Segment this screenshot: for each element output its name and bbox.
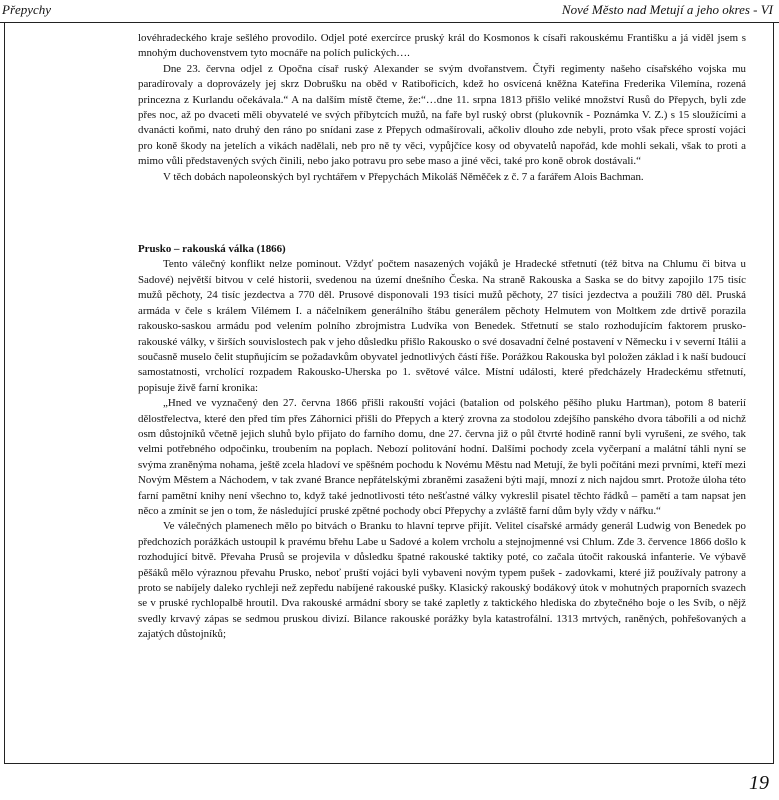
- header-right-title: Nové Město nad Metují a jeho okres - VI: [561, 2, 773, 17]
- section-heading: Prusko – rakouská válka (1866): [138, 243, 286, 256]
- page-body: [138, 31, 746, 643]
- body-paragraph: lovéhradeckého kraje sešlého provodilo. Odjel poté exercírce pruský král do Kosmonos k císaři rakouskému Františku a já viděl jsem s mnohým duchovenstvem tyto mocnáře na polích pulických….: [138, 32, 746, 60]
- running-header: [0, 0, 779, 22]
- page-number: 19: [749, 772, 769, 794]
- body-paragraph: Ve válečných plamenech mělo po bitvách o Branku to hlavní teprve přijít. Velitel císařské armády generál Ludwig von Benedek po předchozích porážkách ustoupil k pravému břehu Labe u Sadové a kolem vrcholu a stejnojmenné vsi Chlum. Zde 3. července 1866 došlo k rozhodující bitvě. Převaha Prusů se projevila v důsledku špatné rakouské taktiky poté, co začala útočit rakouská infanterie. Ve výbavě pěšáků mělo výraznou převahu Prusko, neboť pruští vojáci byli vybaveni novým typem pušek - zadovkami, které již používaly patrony a proto se nabíjely daleko rychleji než zepředu nabíjené rakouské pušky. Klasický rakouský bodákový útok v mohutných praporních svazech se v pruské rychlopalbě hroutil. Dva rakouské armádní sbory se také zapletly z taktického hlediska do zbytečného boje o les Svíb, o nějž svedly krvavý zápas se sedmou pruskou divizí. Bilance rakouské porážky byla katastrofální. 1313 mrtvých, raněných, pohřešovaných a zajatých důstojníků;: [138, 520, 746, 641]
- body-paragraph: Dne 23. června odjel z Opočna císař ruský Alexander se svým dvořanstvem. Čtyři regimenty našeho císařského vojska mu paradírovaly a doprovázely jej skrz Dobrušku na oběd v Ratibořicích, kdež ho osvícená kněžna Kateřina Frederika Vilemína, rozená princezna z Kurlandu očekávala.“ A na dalším místě čteme, že:“…dne 11. srpna 1813 přišlo veliké množství Rusů do Přepych, byli zde přes noc, až po dvaceti měli obyvatelé ve svých příbytcích mužů, na faře byl ruský obrst (plukovník - Poznámka V. Z.) s 15 sloužícími a dvanácti koňmi, nato druhý den ráno po snídani zase z Přepych odmašírovali, ačkoliv dlouho zde nebyli, proto však přece sprostí vojáci pro koně škody na jetelích a vikách nadělali, neb pro ně ty věci, vypůjčíce kosy od obyvatelů napořád, kde mohli sekali, však to proti a mimo vůli představených svých činili, nebo jako potravu pro sebe maso a jiné věci, také pro koně obrok dostávali.“: [138, 62, 746, 168]
- quoted-paragraph: „Hned ve vyznačený den 27. června 1866 přišli rakouští vojáci (batalion od polského pěšího pluku Hartman), potom 8 baterií dělostřelectva, které den před tím přes Záhornici přišli do Přepych a který zrovna za stodolou zdejšího panského dvora tábořili a od nichž osm důstojníků včetně jejich sluhů bylo přijato do farního domu, dne 27. června již o půl čtvrté hodině ranní byli vyrušeni, ze svého, tak velmi potřebného odpočinku, troubením na poplach. Nebozí politování hodní. Dalšími pochody zcela vyčerpaní a malátní táhli nyní se svýma zraněnýma nohama, ještě zcela hladoví ve spěšném pochodu k Novému Městu nad Metují, že byli počítáni mezi prvními, kteří mezi Novým Městem a Náchodem, v tak zvané Brance nepřátelskými zbraněmi zasaženi býti mají, mnozí z nich najdou smrt. Protože úloha této farní pamětní knihy není všechno to, když také jednotlivosti této nešťastné války vykreslil pisatel těchto řádků – pamětí a tam napsat jen něco a zmínit se jen o tom, že následující pruské zpětné pochody obcí Přepychy a zvláště farní dům byly vždy v nářku.“: [138, 397, 746, 517]
- header-left-title: Přepychy: [2, 2, 52, 17]
- body-paragraph: Tento válečný konflikt nelze pominout. Vždyť počtem nasazených vojáků je Hradecké střetnutí (též bitva na Chlumu či bitva u Sadové) největší bitvou v celé historii, svedenou na území dnešního Česka. Na straně Rakouska a Saska se do bitvy zapojilo 175 tisíc mužů pěchoty, 24 tisíc jezdectva a 770 děl. Prusové disponovali 193 tisíci mužů pěchoty, 27 tisíci jezdectva a použili 780 děl. Pruská armáda v čele s králem Vilémem I. a náčelníkem generálního štábu generálem pěchoty Helmutem von Moltkem zde drtivě porazila rakousko-saskou armádu pod velením polního zbrojmistra Ludvíka von Benedek. Střetnutí se stalo rozhodujícím faktorem prusko-rakouské války, v širších souvislostech pak v jeho důsledku přišlo Rakousko o své dosavadní čelné postavení v Německu i v severní Itálii a současně muselo čelit stupňujícím se požadavkům obyvatel jednotlivých částí říše. Porážkou Rakouska byl položen základ i k naší budoucí samostatnosti, vrcholící rozpadem Rakousko-Uherska po 1. světové válce. Místní události, které předcházely Hradeckému střetnutí, popisuje živě farní kronika:: [138, 258, 746, 394]
- body-paragraph: V těch dobách napoleonských byl rychtářem v Přepychách Mikoláš Něměček z č. 7 a farářem Alois Bachman.: [163, 170, 644, 183]
